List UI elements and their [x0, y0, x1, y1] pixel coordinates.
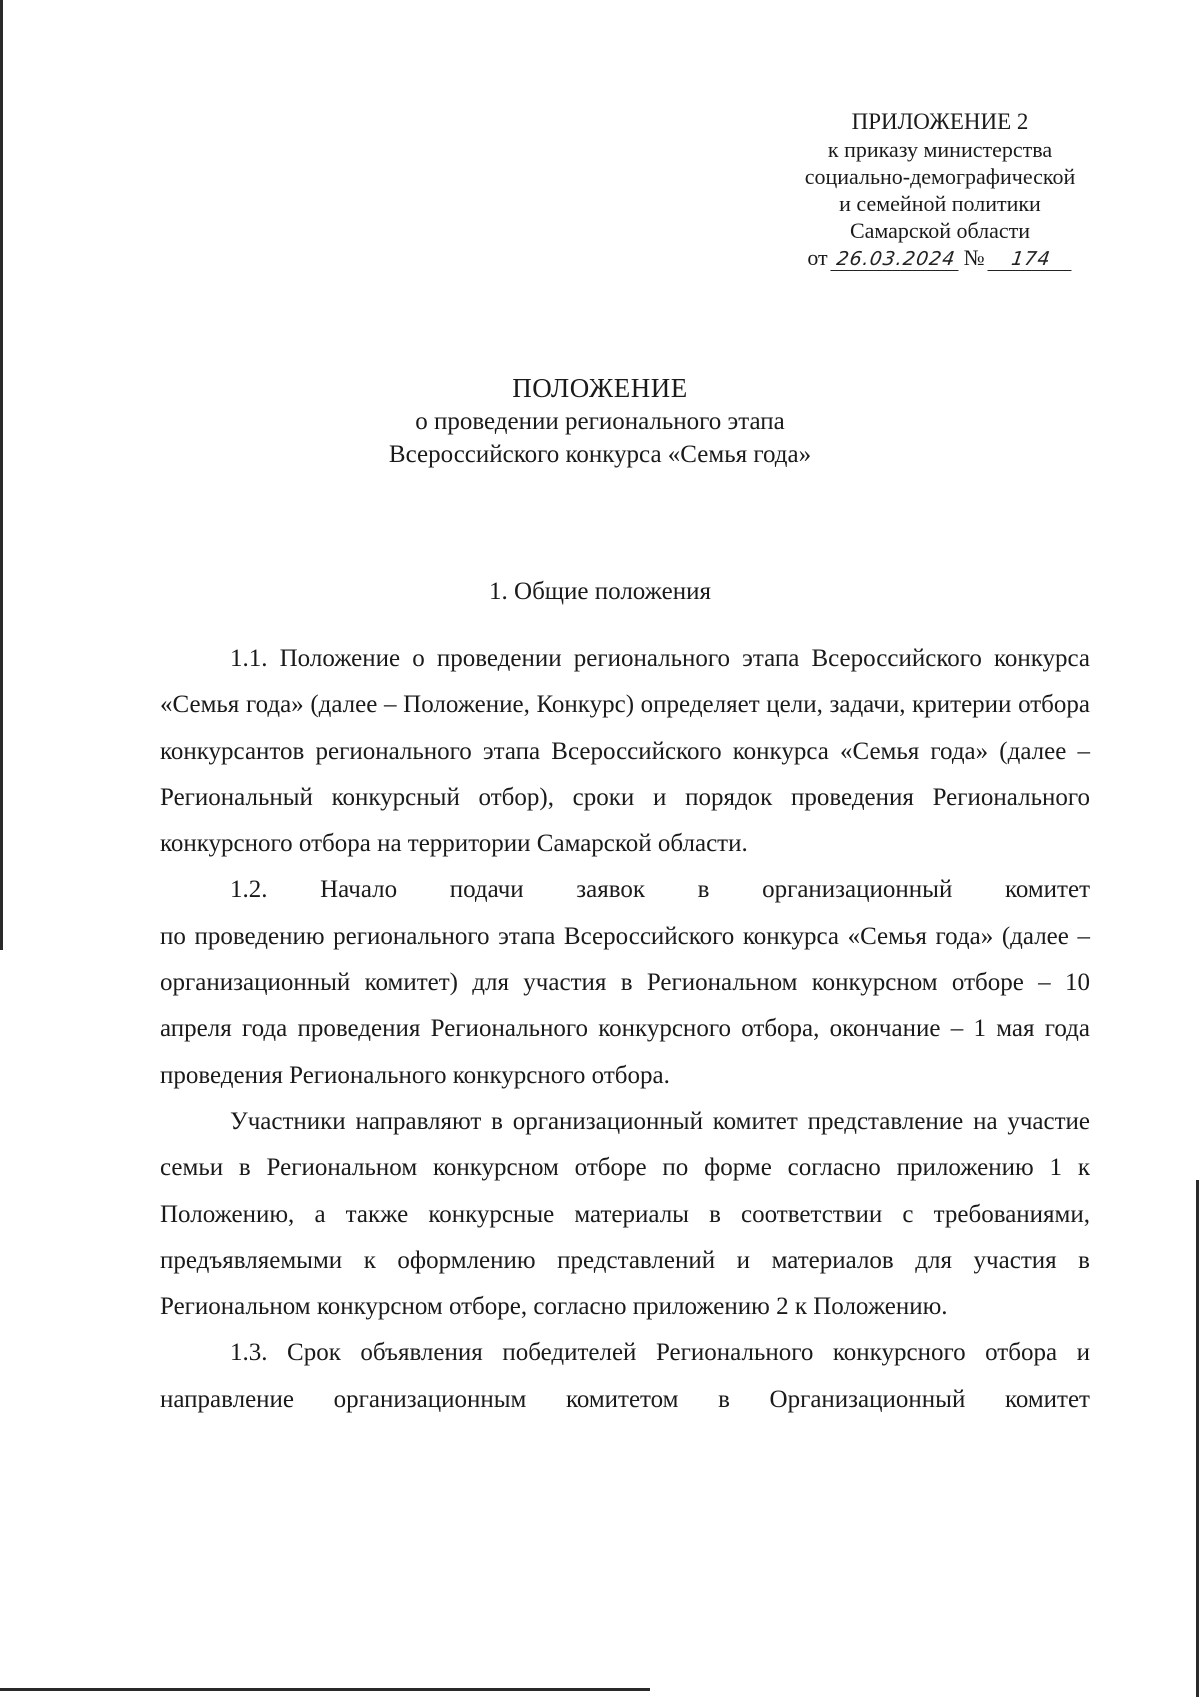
- appendix-line: социально-демографической: [804, 164, 1076, 189]
- scan-edge-left: [0, 0, 3, 950]
- document-subtitle-line2: Всероссийского конкурса «Семья года»: [388, 441, 812, 468]
- word: подачи: [449, 876, 524, 904]
- appendix-line: и семейной политики: [839, 191, 1041, 216]
- word: организационный: [762, 876, 953, 904]
- paragraph-participants: Участники направляют в организационный комитет представление на участие семьи в Региональном конкурсном отборе по форме согласно приложению 1 к Положению, а также конкурсные материалы в соответствии с требованиями, предъявляемыми к оформлению представлений и материалов для участия в Региональном конкурсном отборе, согласно приложению 2 к Положению.: [160, 1107, 1090, 1321]
- handwritten-number: 174: [987, 248, 1074, 271]
- number-prefix: №: [963, 245, 985, 270]
- word: 1.2.: [230, 876, 268, 904]
- handwritten-date: 26.03.2024: [830, 248, 961, 271]
- appendix-line: Самарской области: [849, 218, 1031, 243]
- word: в: [697, 876, 710, 904]
- appendix-header: [790, 108, 1090, 271]
- scan-edge-right: [1196, 1180, 1199, 1697]
- document-body: [160, 636, 1090, 1423]
- date-prefix: от: [807, 245, 828, 270]
- document-subtitle-line1: о проведении регионального этапа: [415, 408, 785, 435]
- appendix-line: к приказу министерства: [827, 137, 1053, 162]
- document-title: ПОЛОЖЕНИЕ: [512, 373, 688, 403]
- paragraph-1-3: 1.3. Срок объявления победителей Регионального конкурсного отбора и направление организационным комитетом в Организационный комитет: [160, 1339, 1090, 1413]
- paragraph-1-2-rest: по проведению регионального этапа Всероссийского конкурса «Семья года» (далее – организационный комитет) для участия в Региональном конкурсном отборе – 10 апреля года проведения Регионального конкурсного отбора, окончание – 1 мая года проведения Регионального конкурсного отбора.: [160, 922, 1090, 1089]
- word: комитет: [1004, 876, 1090, 904]
- scan-edge-bottom: [0, 1688, 650, 1691]
- section-heading: 1. Общие положения: [489, 578, 711, 605]
- word: Начало: [320, 876, 398, 904]
- word: заявок: [576, 876, 646, 904]
- document-title-block: [0, 372, 1200, 471]
- paragraph-1-2-first-line: [160, 867, 1090, 913]
- order-date-number: [790, 244, 1090, 271]
- paragraph-1-1: 1.1. Положение о проведении регионального этапа Всероссийского конкурса «Семья года» (далее – Положение, Конкурс) определяет цели, задачи, критерии отбора конкурсантов регионального этапа Всероссийского конкурса «Семья года» (далее – Региональный конкурсный отбор), сроки и порядок проведения Регионального конкурсного отбора на территории Самарской области.: [160, 645, 1090, 858]
- appendix-title: ПРИЛОЖЕНИЕ 2: [851, 109, 1029, 134]
